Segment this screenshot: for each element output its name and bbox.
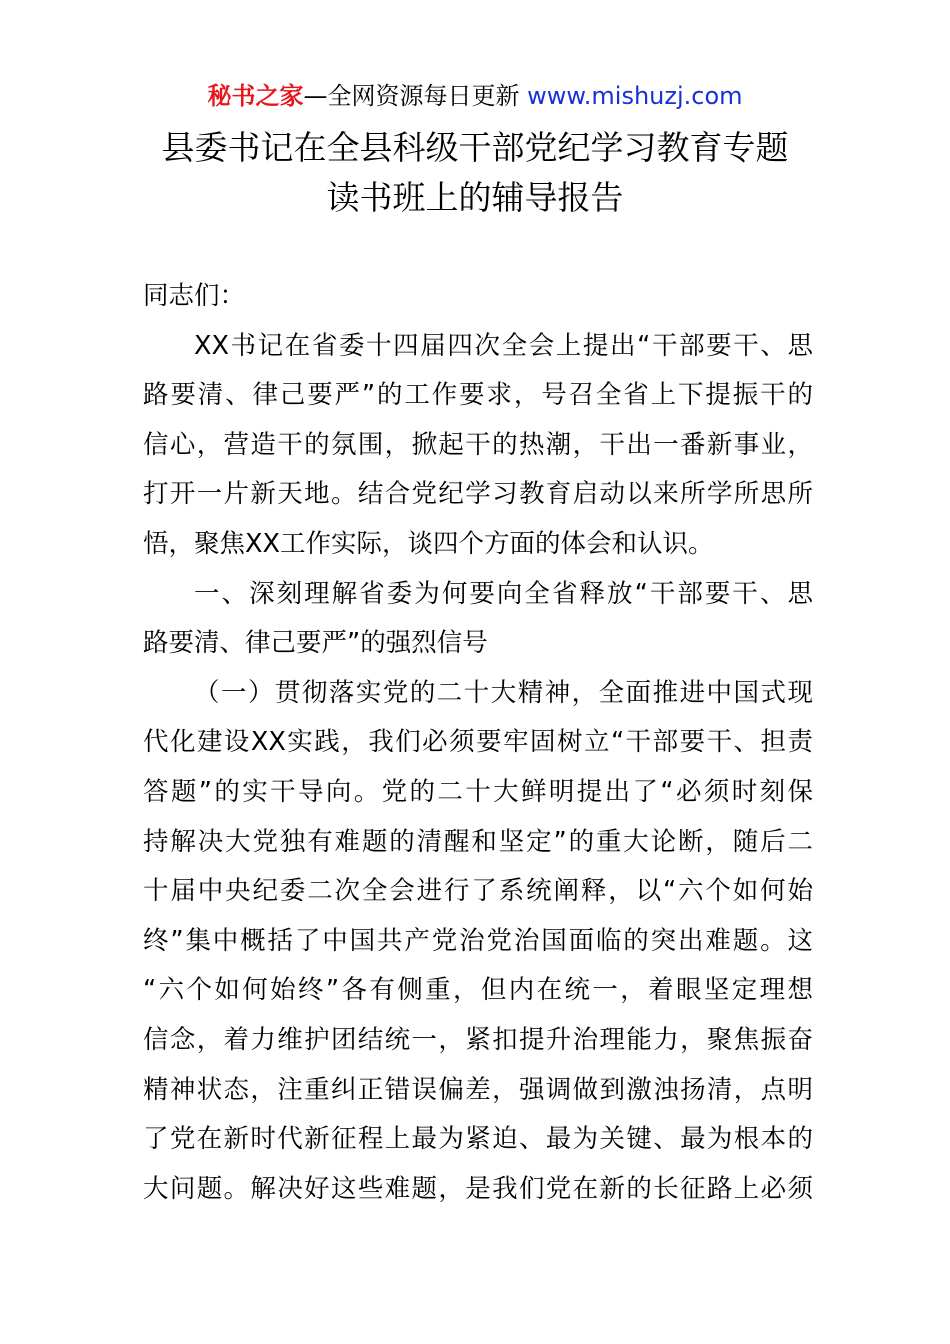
body-line: XX书记在省委十四届四次全会上提出“干部要干、思	[194, 330, 813, 361]
site-slogan: —全网资源每日更新	[303, 82, 528, 110]
body-line: 十届中央纪委二次全会进行了系统阐释，以“六个如何始	[143, 876, 813, 907]
body-line: 悟，聚焦XX工作实际，谈四个方面的体会和认识。	[143, 528, 714, 559]
body-line: 大问题。解决好这些难题，是我们党在新的长征路上必须	[143, 1173, 813, 1204]
site-url-link[interactable]: www.mishuzj.com	[527, 82, 743, 110]
body-line: 了党在新时代新征程上最为紧迫、最为关键、最为根本的	[143, 1124, 813, 1155]
body-line: “六个如何始终”各有侧重，但内在统一，着眼坚定理想	[143, 975, 813, 1006]
body-line: （一）贯彻落实党的二十大精神，全面推进中国式现	[194, 677, 813, 708]
body-line: 信心，营造干的氛围，掀起干的热潮，干出一番新事业，	[143, 429, 813, 460]
document-body	[143, 272, 813, 1214]
document-title-line-2: 读书班上的辅导报告	[326, 178, 624, 217]
body-line: 信念，着力维护团结统一，紧扣提升治理能力，聚焦振奋	[143, 1024, 813, 1055]
site-brand: 秘书之家	[207, 82, 304, 110]
document-title-line-1: 县委书记在全县科级干部党纪学习教育专题	[161, 128, 789, 167]
section-heading-line: 一、深刻理解省委为何要向全省释放“干部要干、思	[194, 578, 813, 609]
body-line: 持解决大党独有难题的清醒和坚定”的重大论断，随后二	[143, 826, 813, 857]
body-line: 代化建设XX实践，我们必须要牢固树立“干部要干、担责	[143, 727, 813, 758]
site-header	[0, 80, 950, 112]
body-line: 打开一片新天地。结合党纪学习教育启动以来所学所思所	[143, 479, 813, 510]
body-line: 路要清、律己要严”的工作要求，号召全省上下提振干的	[143, 380, 813, 411]
section-heading-line: 路要清、律己要严”的强烈信号	[143, 628, 488, 659]
body-line: 精神状态，注重纠正错误偏差，强调做到激浊扬清，点明	[143, 1074, 813, 1105]
body-line: 答题”的实干导向。党的二十大鲜明提出了“必须时刻保	[143, 776, 813, 807]
body-line: 终”集中概括了中国共产党治党治国面临的突出难题。这	[143, 925, 813, 956]
salutation: 同志们：	[143, 281, 246, 311]
